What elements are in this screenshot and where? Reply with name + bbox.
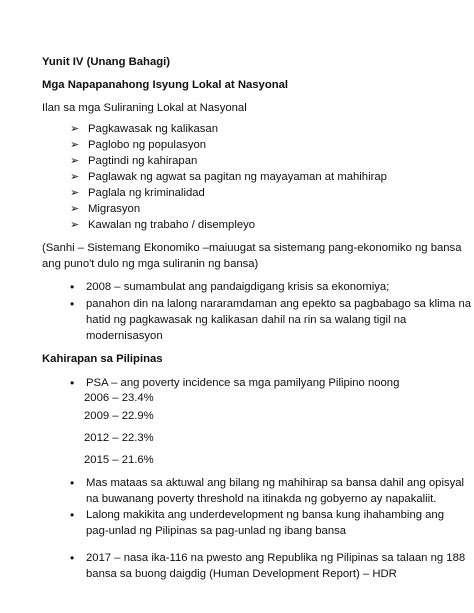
list-item: 2017 – nasa ika-116 na pwesto ang Republika ng Pilipinas sa talaan ng 188 [86,552,466,564]
dot-bullet-icon: • [70,376,75,390]
list-item: Mas mataas sa aktuwal ang bilang ng mahihirap sa bansa dahil ang opisyal [86,477,465,489]
arrow-bullet-icon: ➢ [70,155,80,167]
list-item: Pagtindi ng kahirapan [88,155,198,167]
list-item: Paglala ng kriminalidad [88,187,205,199]
arrow-bullet-icon: ➢ [70,171,80,183]
list-item: PSA – ang poverty incidence sa mga pamilyang Pilipino noong [86,377,400,389]
dot-bullet-icon: • [70,476,75,490]
arrow-bullet-icon: ➢ [70,139,80,151]
arrow-bullet-icon: ➢ [70,123,80,135]
poverty-stat: 2015 – 21.6% [84,454,154,466]
topic-title: Mga Napapanahong Isyung Lokal at Nasyonal [42,79,289,91]
cause-note-line: (Sanhi – Sistemang Ekonomiko –maiuugat sa sistemang pang-ekonomiko ng bansa [42,242,462,254]
list-item: Lalong makikita ang underdevelopment ng bansa kung ihahambing ang [86,509,444,521]
list-item: Paglobo ng populasyon [88,139,207,151]
list-item-continuation: modernisasyon [86,330,163,342]
poverty-stat: 2009 – 22.9% [84,410,154,422]
dot-bullet-icon: • [70,508,75,522]
list-item: Pagkawasak ng kalikasan [88,123,218,135]
list-item-continuation: pag-unlad ng Pilipinas sa pag-unlad ng ibang bansa [86,525,347,537]
list-item: panahon din na lalong nararamdaman ang epekto sa pagbabago sa klima na [86,298,472,310]
list-item-continuation: bansa sa buong daigdig (Human Development Report) – HDR [86,568,397,580]
poverty-stat: 2006 – 23.4% [84,392,154,404]
cause-note-line: ang puno't dulo ng mga suliranin ng bansa) [42,258,259,270]
intro-text: Ilan sa mga Suliraning Lokal at Nasyonal [42,102,247,114]
dot-bullet-icon: • [70,297,75,311]
poverty-stat: 2012 – 22.3% [84,432,154,444]
list-item: 2008 – sumambulat ang pandaigdigang krisis sa ekonomiya; [86,281,390,293]
arrow-bullet-icon: ➢ [70,203,80,215]
list-item-continuation: hatid ng pagkawasak ng kalikasan dahil na rin sa walang tigil na [86,314,407,326]
dot-bullet-icon: • [70,551,75,565]
unit-title: Yunit IV (Unang Bahagi) [42,56,171,68]
dot-bullet-icon: • [70,280,75,294]
arrow-bullet-icon: ➢ [70,187,80,199]
arrow-bullet-icon: ➢ [70,219,80,231]
section-heading: Kahirapan sa Pilipinas [42,353,163,365]
list-item: Migrasyon [88,203,141,215]
list-item: Paglawak ng agwat sa pagitan ng mayayaman at mahihirap [88,171,387,183]
list-item-continuation: na buwanang poverty threshold na itinakda ng gobyerno ay napakaliit. [86,493,437,505]
list-item: Kawalan ng trabaho / disempleyo [88,219,256,231]
